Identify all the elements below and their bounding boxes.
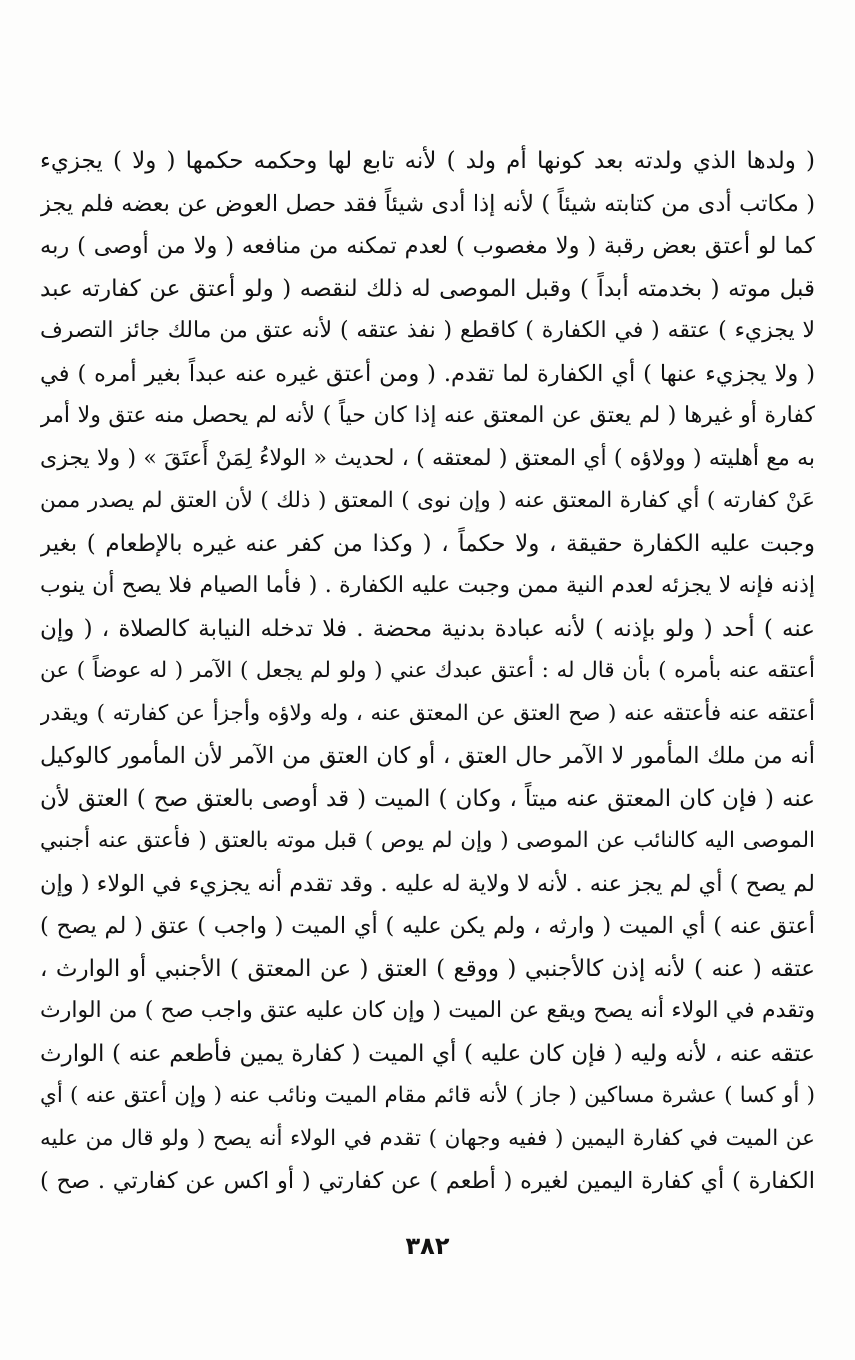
text-line: عتقه عنه ، لأنه وليه ( فإن كان عليه ) أي الميت ( كفارة يمين فأطعم عنه ) الوارث <box>40 1040 815 1067</box>
text-line: إذنه فإنه لا يجزئه لعدم النية ممن وجبت عليه الكفارة . ( فأما الصيام فلا يصح أن ينوب <box>40 573 815 598</box>
text-line: عَنْ كفارته ) أي كفارة المعتق عنه ( وإن نوى ) المعتق ( ذلك ) لأن العتق لم يصدر ممن <box>40 488 815 513</box>
text-line: وتقدم في الولاء أنه يصح ويقع عن الميت ( وإن كان عليه عتق واجب صح ) من الوارث <box>40 998 815 1023</box>
text-line: ( ولدها الذي ولدته بعد كونها أم ولد ) لأنه تابع لها وحكمه حكمها ( ولا ) يجزيء <box>40 148 815 174</box>
text-line: عن الميت في كفارة اليمين ( ففيه وجهان ) تقدم في الولاء أنه يصح ( ولو قال من عليه <box>40 1125 815 1151</box>
text-line: أعتقه عنه فأعتقه عنه ( صح العتق عن المعتق عنه ، وله ولاؤه وأجزأ عن كفارته ) ويقدر <box>40 700 815 726</box>
text-line: لا يجزيء ) عتقه ( في الكفارة ) كاقطع ( نفذ عتقه ) لأنه عتق من مالك جائز التصرف <box>40 318 815 343</box>
text-line: عتقه ( عنه ) لأنه إذن كالأجنبي ( ووقع ) العتق ( عن المعتق ) الأجنبي أو الوارث ، <box>40 955 815 982</box>
page-number: ٣٨٢ <box>405 1232 450 1260</box>
text-line: ( مكاتب أدى من كتابته شيئاً ) لأنه إذا أدى شيئاً فقد حصل العوض عن بعضه فلم يجز <box>40 190 815 217</box>
text-line: كما لو أعتق بعض رقبة ( ولا مغصوب ) لعدم تمكنه من منافعه ( ولا من أوصى ) ربه <box>40 233 815 259</box>
text-line: ( أو كسا ) عشرة مساكين ( جاز ) لأنه قائم مقام الميت ونائب عنه ( وإن أعتق عنه ) أي <box>40 1083 815 1108</box>
text-line: أعتق عنه ) أي الميت ( وارثه ، ولم يكن عليه ) أي الميت ( واجب ) عتق ( لم يصح ) <box>40 913 815 939</box>
text-line: ( ولا يجزيء عنها ) أي الكفارة لما تقدم. ( ومن أعتق غيره عنه عبداً بغير أمره ) في <box>40 360 815 387</box>
text-line: قبل موته ( بخدمته أبداً ) وقبل الموصى له ذلك لنقصه ( ولو أعتق عن كفارته عبد <box>40 275 815 302</box>
text-line: أنه من ملك المأمور لا الآمر حال العتق ، أو كان العتق من الآمر لأن المأمور كالوكيل <box>40 743 815 769</box>
text-line: الموصى اليه كالنائب عن الموصى ( وإن لم يوص ) قبل موته بالعتق ( فأعتق عنه أجنبي <box>40 828 815 853</box>
text-line: أعتقه عنه بأمره ) بأن قال له : أعتق عبدك عني ( ولو لم يجعل ) الآمر ( له عوضاً ) عن <box>40 658 815 683</box>
text-line: وجبت عليه الكفارة حقيقة ، ولا حكماً ، ( وكذا من كفر عنه غيره بالإطعام ) بغير <box>40 530 815 557</box>
text-line: به مع أهليته ( وولاؤه ) أي المعتق ( لمعتقه ) ، لحديث « الولاءُ لِمَنْ أَعتَقَ » ( ولا يجزى <box>40 445 815 471</box>
text-line: الكفارة ) أي كفارة اليمين لغيره ( أطعم ) عن كفارتي ( أو اكس عن كفارتي . صح ) <box>40 1168 815 1194</box>
text-line: لم يصح ) أي لم يجز عنه . لأنه لا ولاية له عليه . وقد تقدم أنه يجزيء في الولاء ( وإن <box>40 870 815 897</box>
body-text <box>40 140 815 1203</box>
text-line: عنه ( فإن كان المعتق عنه ميتاً ، وكان ) الميت ( قد أوصى بالعتق صح ) العتق لأن <box>40 785 815 812</box>
text-line: عنه ) أحد ( ولو بإذنه ) لأنه عبادة بدنية محضة . فلا تدخله النيابة كالصلاة ، ( وإن <box>40 615 815 642</box>
text-line: كفارة أو غيرها ( لم يعتق عن المعتق عنه إذا كان حياً ) لأنه لم يحصل منه عتق ولا أمر <box>40 403 815 428</box>
